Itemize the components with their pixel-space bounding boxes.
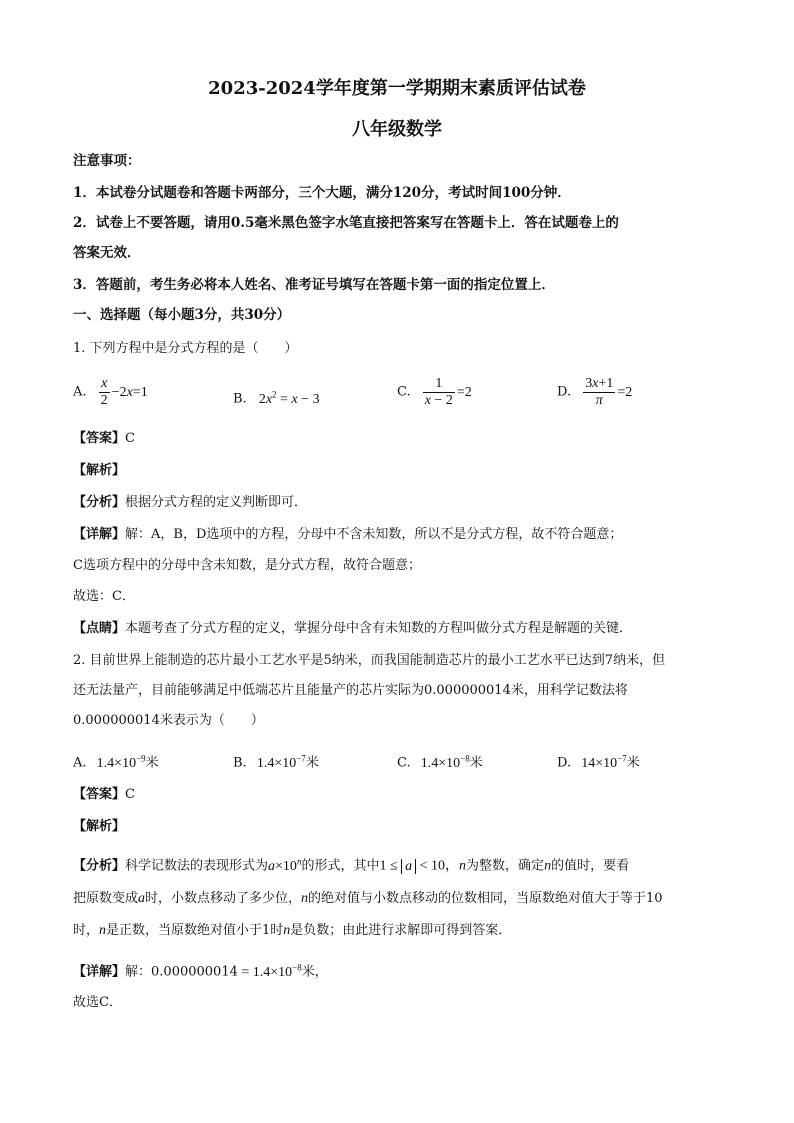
q1-xiangjie: 【详解】解：A，B，D选项中的方程，分母中不含未知数，所以不是分式方程，故不符合题意； — [73, 527, 623, 542]
q2-answer: 【答案】C — [73, 787, 135, 802]
q2-xiangjie: 【详解】解：$0.000000014 = 1.4\times 10^{-8}$米， — [73, 962, 328, 980]
section-heading: 一、选择题（每小题3分，共30分） — [73, 307, 291, 323]
option-label: A. — [73, 755, 87, 771]
notice-item-2: 2．试卷上不要答题，请用0.5毫米黑色签字水笔直接把答案写在答题卡上．答在试题卷上的 — [73, 215, 619, 231]
unit-label: 米 — [145, 755, 159, 771]
q1-fenxi: 【分析】根据分式方程的定义判断即可． — [73, 495, 308, 510]
q1-answer: 【答案】C — [73, 431, 135, 446]
q2-fenxi-3: 时，n是正数，当原数绝对值小于1时n是负数；由此进行求解即可得到答案． — [73, 923, 512, 938]
q1-xiangjie-3: 故选：C． — [73, 589, 135, 604]
option-label: B. — [233, 755, 247, 771]
q2-final: 故选C． — [73, 995, 122, 1010]
notice-item-2-cont: 答案无效． — [73, 245, 141, 261]
notice-heading: 注意事项： — [73, 153, 141, 169]
q2-fenxi: 【分析】科学记数法的表现形式为$a\times 10^n$的形式，其中1 ≤ a < 10，n为整数，确定n的值时，要看 — [73, 856, 630, 874]
option-label: D. — [557, 755, 572, 771]
q1-dianjing: 【点睛】本题考查了分式方程的定义，掌握分母中含有未知数的方程叫做分式方程是解题的关键． — [73, 621, 633, 636]
option-label: C. — [397, 755, 411, 771]
option-label: B. — [233, 391, 247, 407]
q2-option-b: B. $1.4\times 10^{-7}$米 — [233, 753, 319, 771]
q1-option-c: C. $\frac{1}{x - 2}$ =2 — [397, 376, 472, 408]
exam-subtitle: 八年级数学 — [352, 119, 442, 140]
unit-label: 米 — [469, 755, 483, 771]
q1-stem: 1. 下列方程中是分式方程的是（ ） — [73, 341, 298, 356]
exam-title: 2023-2024学年度第一学期期末素质评估试卷 — [208, 78, 586, 99]
q2-option-a: A. $1.4\times 10^{-9}$米 — [73, 753, 159, 771]
q2-option-c: C. $1.4\times 10^{-8}$米 — [397, 753, 483, 771]
q1-xiangjie-2: C选项方程中的分母中含未知数，是分式方程，故符合题意； — [73, 558, 421, 573]
q2-analysis-tag: 【解析】 — [73, 819, 126, 834]
q1-option-b: B. $2x^2 = x - 3$ — [233, 389, 320, 407]
q2-stem-1: 2. 目前世界上能制造的芯片最小工艺水平是5纳米，而我国能制造芯片的最小工艺水平已达到7纳米，但 — [73, 653, 666, 668]
option-label: D. — [557, 384, 572, 400]
q1-analysis-tag: 【解析】 — [73, 463, 126, 478]
option-label: A. — [73, 384, 87, 400]
notice-item-1: 1．本试卷分试题卷和答题卡两部分，三个大题，满分120分，考试时间100分钟． — [73, 185, 571, 201]
notice-item-3: 3．答题前，考生务必将本人姓名、准考证号填写在答题卡第一面的指定位置上． — [73, 277, 555, 293]
q2-stem-2: 还无法量产，目前能够满足中低端芯片且能量产的芯片实际为0.000000014米，用科学记数法将 — [73, 683, 628, 698]
unit-label: 米 — [305, 755, 319, 771]
option-label: C. — [397, 384, 411, 400]
q1-option-d: D. $\frac{3x+1}{\pi}$ =2 — [557, 376, 633, 408]
q1-option-a: A. $\frac{x}{2}$ −2x=1 — [73, 376, 148, 408]
q2-stem-3: 0.000000014米表示为（ ） — [73, 713, 264, 728]
unit-label: 米 — [626, 755, 640, 771]
q2-option-d: D. $14\times 10^{-7}$米 — [557, 753, 640, 771]
q2-fenxi-2: 把原数变成a时，小数点移动了多少位，n的绝对值与小数点移动的位数相同，当原数绝对值大于等于10 — [73, 891, 663, 906]
